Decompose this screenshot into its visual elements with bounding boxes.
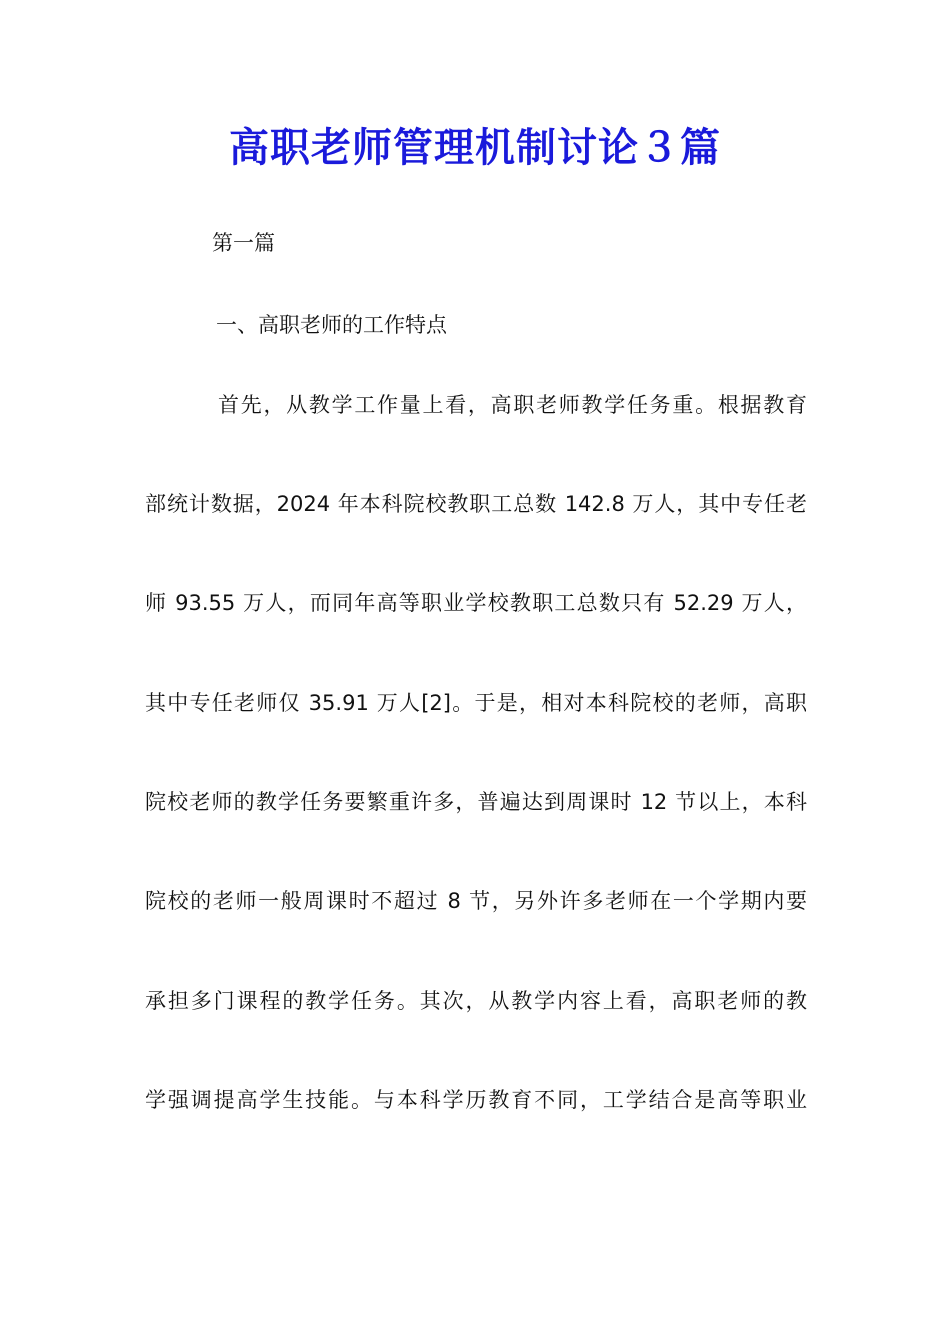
paragraph-line: 其中专任老师仅 35.91 万人[2]。于是，相对本科院校的老师，高职: [145, 691, 807, 715]
document-title: 高职老师管理机制讨论３篇: [229, 124, 721, 171]
paragraph-line: 部统计数据，2024 年本科院校教职工总数 142.8 万人，其中专任老: [145, 492, 807, 516]
paragraph-line: 院校老师的教学任务要繁重许多，普遍达到周课时 12 节以上，本科: [145, 790, 807, 814]
paragraph-line: 学强调提高学生技能。与本科学历教育不同，工学结合是高等职业: [145, 1088, 807, 1112]
paragraph-line: 师 93.55 万人，而同年高等职业学校教职工总数只有 52.29 万人，: [145, 591, 807, 615]
paragraph-line: 首先，从教学工作量上看，高职老师教学任务重。根据教育: [218, 393, 807, 417]
section-label: 第一篇: [212, 231, 275, 255]
section-heading: 一、高职老师的工作特点: [216, 313, 447, 337]
paragraph-line: 院校的老师一般周课时不超过 8 节，另外许多老师在一个学期内要: [145, 889, 807, 913]
paragraph-line: 承担多门课程的教学任务。其次，从教学内容上看，高职老师的教: [145, 989, 807, 1013]
